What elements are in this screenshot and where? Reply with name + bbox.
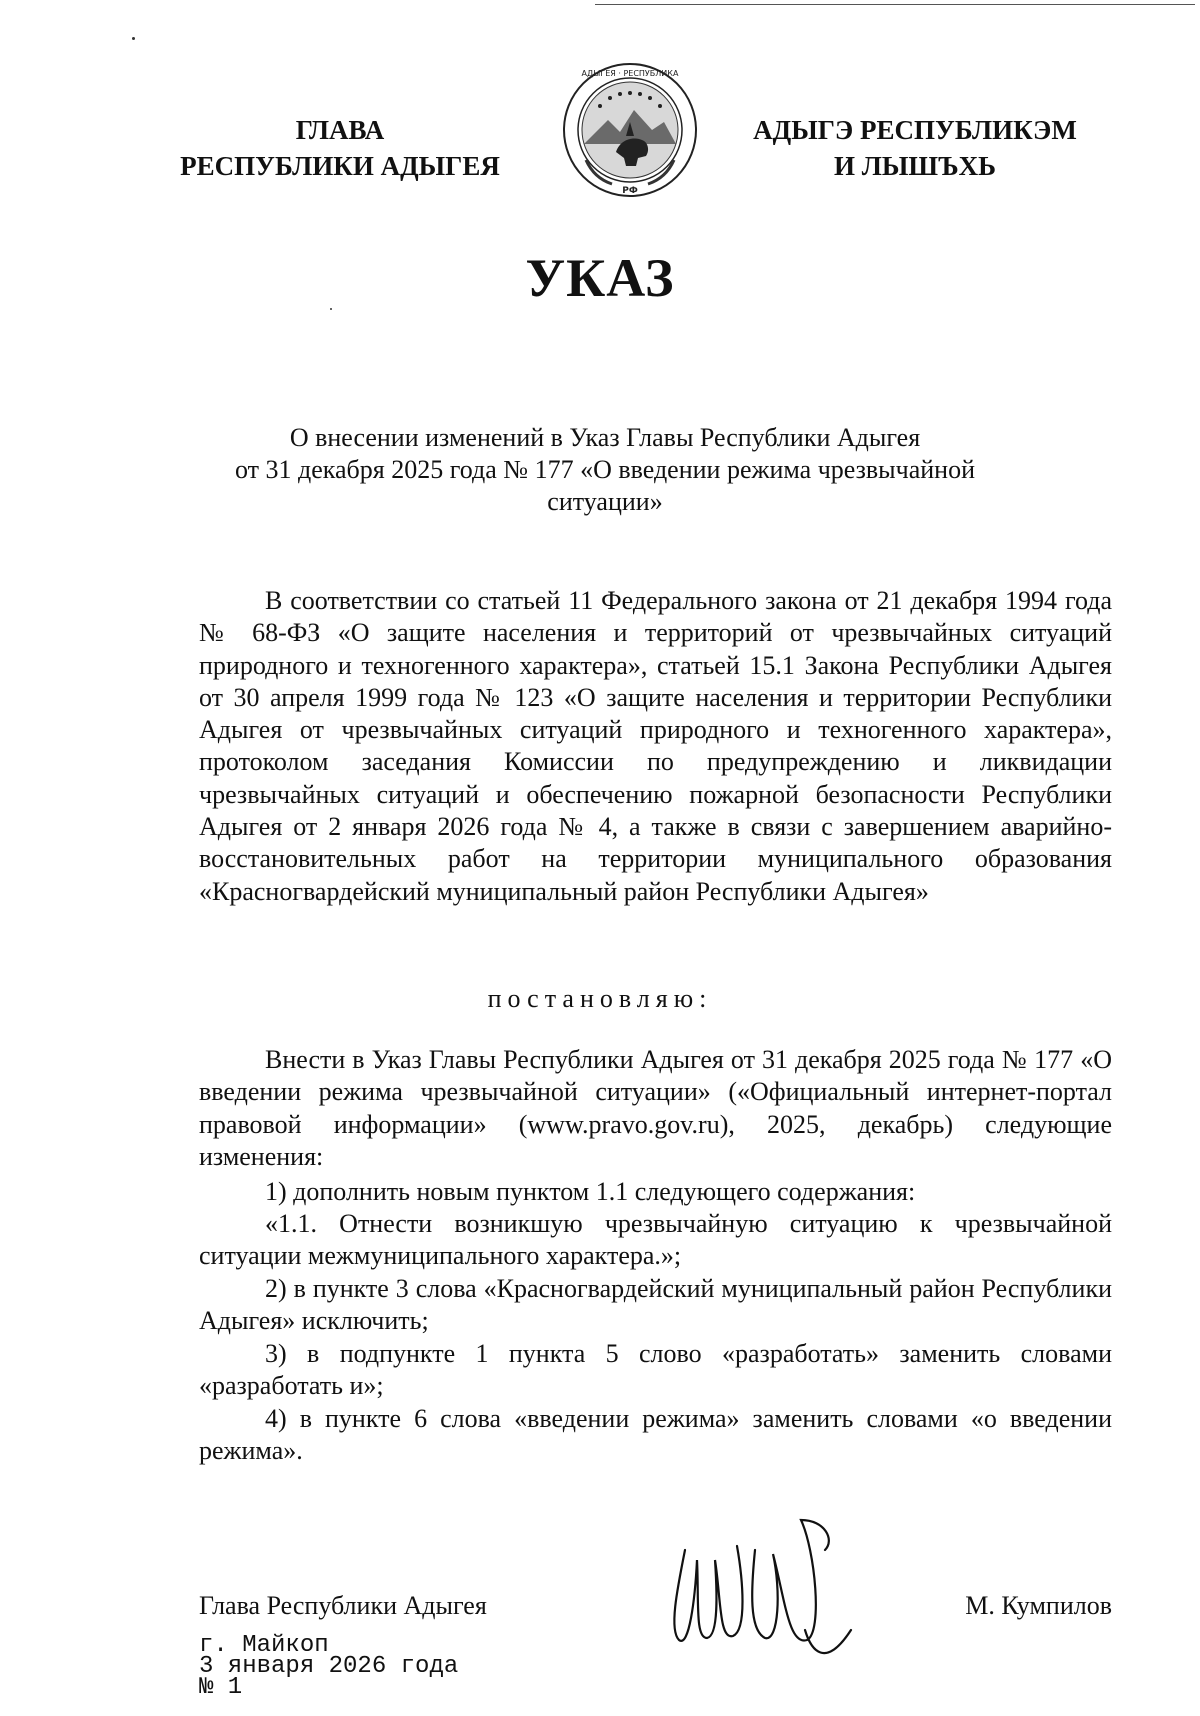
subject-line3: ситуации»: [547, 487, 663, 516]
decree-word: постановляю:: [487, 984, 713, 1013]
subject-line2: от 31 декабря 2025 года № 177 «О введении режима чрезвычайной: [234, 455, 976, 484]
footer-city: г. Майкоп: [199, 1632, 329, 1659]
signatory-position: Глава Республики Адыгея: [199, 1591, 487, 1620]
footer-date: 3 января 2026 года: [199, 1653, 459, 1680]
list-item: 1) дополнить новым пунктом 1.1 следующего содержания:: [265, 1177, 916, 1206]
list-item: 2) в пункте 3 слова «Красногвардейский муниципальный район Республики Адыгея» исключить;: [199, 1274, 1112, 1336]
signatory-name: М. Кумпилов: [965, 1591, 1112, 1620]
emblem-top-text: АДЫГЕЯ · РЕСПУБЛИКА: [581, 69, 679, 78]
footer-number: № 1: [199, 1674, 243, 1701]
handwritten-signature-icon: [655, 1480, 855, 1680]
list-item: «1.1. Отнести возникшую чрезвычайную ситуацию к чрезвычайной ситуации межмуниципального характера.»;: [199, 1209, 1112, 1271]
header-left-line1: ГЛАВА: [295, 115, 385, 145]
header-left-line2: РЕСПУБЛИКИ АДЫГЕЯ: [180, 151, 500, 181]
body-intro-paragraph: Внести в Указ Главы Республики Адыгея от 31 декабря 2025 года № 177 «О введении режима чрезвычайной ситуации» («Официальный интернет-портал правовой информации» (www.pravo.gov.ru), 2025, декабрь) следующие изменения:: [199, 1045, 1112, 1171]
header-right-line1: АДЫГЭ РЕСПУБЛИКЭМ: [753, 115, 1077, 145]
list-item: 3) в подпункте 1 пункта 5 слово «разработать» заменить словами «разработать и»;: [199, 1339, 1112, 1401]
scan-speck: [330, 308, 332, 310]
scan-speck: [132, 37, 135, 40]
preamble-paragraph: В соответствии со статьей 11 Федерального закона от 21 декабря 1994 года № 68-ФЗ «О защите населения и территорий от чрезвычайных ситуаций природного и техногенного характера», статьей 15.1 Закона Республики Адыгея от 30 апреля 1999 года № 123 «О защите населения и территории Республики Адыгея от чрезвычайных ситуаций природного и техногенного характера», протоколом заседания Комиссии по предупреждению и ликвидации чрезвычайных ситуаций и обеспечению пожарной безопасности Республики Адыгея от 2 января 2026 года № 4, а также в связи с завершением аварийно-восстановительных работ на территории муниципального образования «Красногвардейский муниципальный район Республики Адыгея»: [199, 586, 1112, 906]
document-footer: [199, 1632, 459, 1701]
list-item: 4) в пункте 6 слова «введении режима» заменить словами «о введении режима».: [199, 1404, 1112, 1466]
subject-line1: О внесении изменений в Указ Главы Республики Адыгея: [289, 423, 921, 452]
document-subject: [220, 422, 990, 518]
header-left-block: [160, 112, 520, 184]
coat-of-arms-emblem-icon: [560, 60, 700, 200]
emblem-bottom-text: РФ: [622, 186, 638, 196]
document-title: УКАЗ: [525, 248, 675, 308]
header-right-block: [735, 112, 1095, 184]
header-right-line2: И ЛЫШЪХЬ: [833, 151, 997, 181]
scan-edge-line: [595, 4, 1195, 5]
